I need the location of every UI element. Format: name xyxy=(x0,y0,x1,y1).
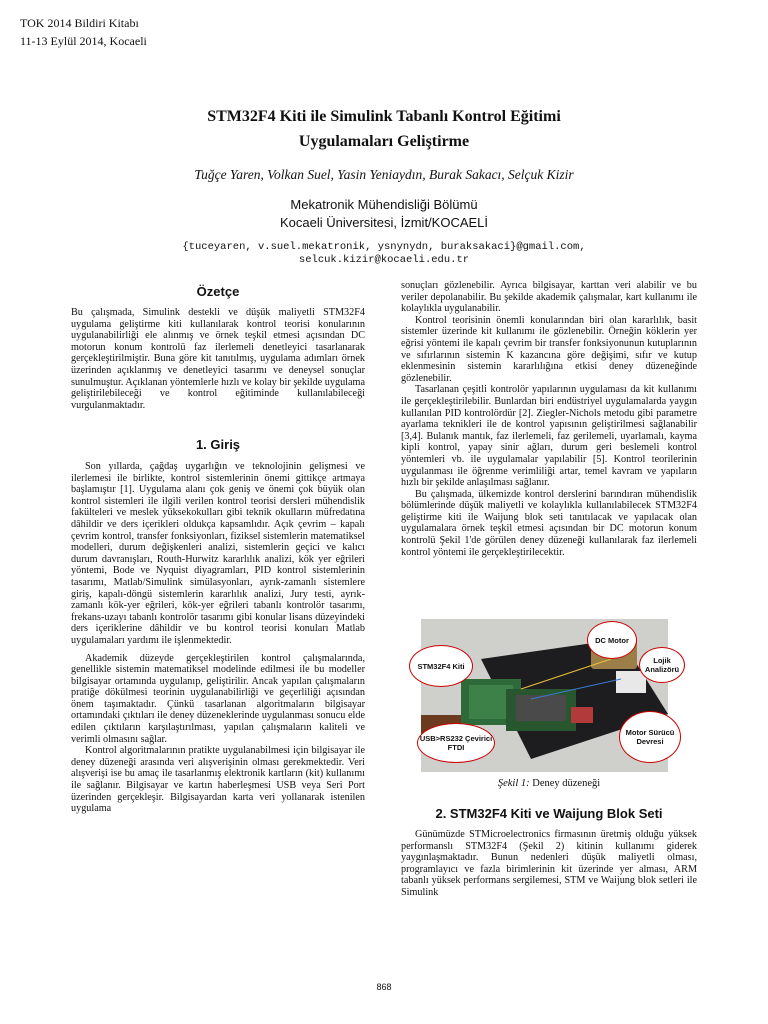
section-1-heading: 1. Giriş xyxy=(195,437,241,452)
abstract-text: Bu çalışmada, Simulink destekli ve düşük maliyetli STM32F4 uygulama geliştirme kiti kullanılarak kontrol teorisi konularının uygulanabilirliği ele alınmış ve örnek teşkil etmesi açısından DC motorun konum kontrolü faz ilerlemeli denetleyici tasarlanarak gerçekleştirilmiştir. Buna göre kit tanıtılmış, uygulama adımları örnek üzerinden açıklanmış ve denetleyici tasarımı ve deneysel sonuçlar sunulmuştur. Açıklanan yöntemlerle hızlı ve kolay bir şekilde uygulama geliştirilebileceği ve kontrol eğitiminde kullanılabileceği vurgulanmaktadır. xyxy=(71,307,365,411)
paper-title-line2: Uygulamaları Geliştirme xyxy=(298,133,470,150)
page-number: 868 xyxy=(376,982,392,992)
abstract-body xyxy=(71,307,365,411)
right-paragraph-2: Kontrol teorisinin önemli konularından biri olan kararlılık, basit sistemler üzerinde kit kullanımı ile gözlenebilir. Örneğin köklerin yer eğrisi yöntemi ile kapalı çevrim bir transfer fonksiyonunun kutuplarının ve sıfırlarının sistemin K kazancına göre değişimi, sıfır ve kutup eklenmesinin sistemin kararlılığına etkisi deney düzeneğinde gözlenebilir. xyxy=(401,314,697,384)
conference-date: 11-13 Eylül 2014, Kocaeli xyxy=(20,34,147,48)
section-2-body xyxy=(401,829,697,899)
callout-logic-analyzer: Lojik Analizörü xyxy=(639,647,685,683)
conference-name: TOK 2014 Bildiri Kitabı xyxy=(20,16,139,30)
conference-header xyxy=(20,14,147,50)
section-1-paragraph-3: Kontrol algoritmalarının pratikte uygulanabilmesi için bilgisayar ile deney düzeneği arasında veri alışverişinin olması gerekmektedir. Veri alışverişi ise bu amaç ile tasarlanmış elektronik kartların (kit) kullanımı ile sağlanır. Bilgisayar ve kartın haberleşmesi USB veya Seri Port üzerinden gerçekleşir. Bilgisayardan karta veri yollanarak istenilen uygulama xyxy=(71,745,365,815)
figure-caption xyxy=(401,778,697,789)
author-list: Tuğçe Yaren, Volkan Suel, Yasin Yeniaydın, Burak Sakacı, Selçuk Kizir xyxy=(194,167,574,182)
figure-caption-prefix: Şekil 1: xyxy=(497,778,530,789)
right-paragraph-3: Tasarlanan çeşitli kontrolör yapılarının uygulaması da kit kullanımı ile gerçekleştirilebilir. Bunlardan biri endüstriyel uygulamalarda yaygın kullanılan PID kontrolördür [2]. Ziegler-Nichols metodu gibi parametre ayarlama teknikleri ile de kontrol yapısının geliştirilmesi sağlanabilir [3,4]. Bulanık mantık, faz ilerlemeli, faz gerilemeli, uyarlamalı, kayma kipli kontrol, yapay sinir ağları, durum geri beslemeli kontrol yöntemleri vb. ile uygulamalar yapılabilir [5]. Kontrol teorilerinin uygulanması ile öğrenme verimliliği artar, temel kavram ve yapıların hızlı bir şekilde anlaşılması sağlanır. xyxy=(401,384,697,489)
email-line1: {tuceyaren, v.suel.mekatronik, ysnynydn, buraksakaci}@gmail.com, xyxy=(182,241,586,253)
author-emails xyxy=(0,241,768,267)
figure-caption-text: Deney düzeneği xyxy=(532,778,601,789)
paper-title xyxy=(0,104,768,154)
right-paragraph-1: sonuçları gözlenebilir. Ayrıca bilgisayar, karttan veri alabilir ve bu veriler depolanabilir. Bu şekilde akademik çalışmalar, kart kullanımı ile kolaylıkla uygulanabilir. xyxy=(401,280,697,315)
callout-dc-motor: DC Motor xyxy=(587,621,637,659)
experiment-setup-photo xyxy=(417,619,680,772)
email-line2: selcuk.kizir@kocaeli.edu.tr xyxy=(298,254,470,266)
section-2-heading: 2. STM32F4 Kiti ve Waijung Blok Seti xyxy=(435,806,663,821)
affiliation-department: Mekatronik Mühendisliği Bölümü xyxy=(290,197,478,212)
affiliation-university: Kocaeli Üniversitesi, İzmit/KOCAELİ xyxy=(279,215,489,230)
callout-motor-driver: Motor Sürücü Devresi xyxy=(619,711,681,763)
right-paragraph-4: Bu çalışmada, ülkemizde kontrol derslerini barındıran mühendislik bölümlerinde düşük maliyetli ve kolaylıkla kullanılabilecek STM32F4 geliştirme kiti ile Waijung blok seti tanıtılacak ve yapılacak olan uygulamalara örnek teşkil etmesi açısından bir DC motorun konum kontrolü Şekil 1'de görülen deney düzeneği kullanılarak faz ilerlemeli kontrol yöntemi ile gerçekleştirilecektir. xyxy=(401,488,697,558)
abstract-heading: Özetçe xyxy=(196,284,240,299)
section-2-paragraph-1: Günümüzde STMicroelectronics firmasının üretmiş olduğu yüksek performanslı STM32F4 (Şekil 2) kitinin kullanımı giderek yaygınlaşmaktadır. Bunun nedenleri düşük maliyetli olması, programlayıcı ve fazla birimlerinin kit üzerinde yer alması, ARM tabanlı yüksek performans sergilemesi, STM ve Waijung blok setleri ile Simulink xyxy=(401,829,697,898)
affiliation xyxy=(0,196,768,232)
paper-title-line1: STM32F4 Kiti ile Simulink Tabanlı Kontrol Eğitimi xyxy=(207,108,561,125)
callout-usb-converter: USB>RS232 Çevirici FTDI xyxy=(417,723,495,763)
callout-kit: STM32F4 Kiti xyxy=(409,645,473,687)
section-1-paragraph-1: Son yıllarda, çağdaş uygarlığın ve teknolojinin gelişmesi ve ilerlemesi ile birlikte, kontrol sistemlerinin önemi gittikçe artmaya başlamıştır [1]. Uygulama alanı çok geniş ve önemi çok büyük olan kontrol sistemleri ile ilgili verilen kontrol teorisi dersleri mühendislik fakülteleri ve meslek yüksekokulları gibi teknik okulların müfredatına dâhildir ve ders içerikleri oldukça kapsamlıdır. Açık çevrim – kapalı çevrim kontrol, transfer fonksiyonları, fiziksel sistemlerin matematiksel modelleri, durum değişkenleri analizi, sistemlerin geçici ve kalıcı durum davranışları, Routh-Hurwitz kararlılık analizi, kök yer eğrileri yöntemi, Bode ve Nyquist diyagramları, PID kontrol sistemlerinin tasarımı, Matlab/Simulink simülasyonları, ayrık-zamanlı sistemlere giriş, kapalı-döngü sistemlerin kararlılık analizi, Jury testi, ayrık-zamanlı kök-yer eğrileri, kök-yer eğrileri tabanlı kontrolör tasarımı, frekans-uzayı tabanlı kontrolör tasarımı gibi konular lisans düzeyindeki ders içeriklerine dâhildir ve bu kontrol teorisi konuları Matlab uygulamaları yardımı ile işlenmektedir. xyxy=(71,461,365,646)
section-1-body xyxy=(71,461,365,815)
right-column-body xyxy=(401,280,697,558)
section-1-paragraph-2: Akademik düzeyde gerçekleştirilen kontrol çalışmalarında, genellikle sistemin matematiksel modelinde edilmesi ile bu modeller bilgisayar ortamında uygulanıp, geliştirilir. Ancak yapılan çalışmaların pratiğe dökülmesi teorinin uygulanabilirliği ve geçerliliği açısından önem taşımaktadır. Çünkü tasarlanan algoritmaların bilgisayar ortamındaki çıktıları ile deney düzeneklerinde uygulanması sonucu elde edilen çıktıların karşılaştırılması, yapılan çalışmaların kaliteli ve verimli olmasını sağlar. xyxy=(71,652,365,745)
